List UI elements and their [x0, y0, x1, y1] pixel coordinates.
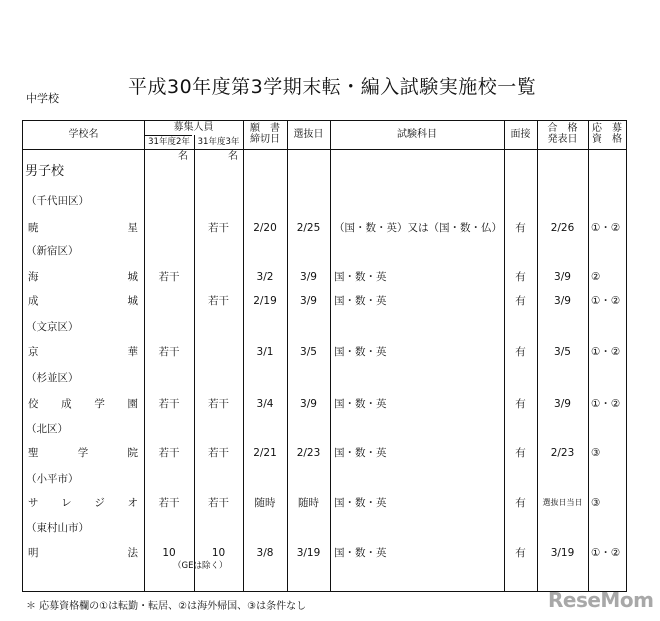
interview: 有: [515, 447, 526, 459]
selection-date: 3/5: [300, 346, 317, 358]
header-selection: 選抜日: [293, 129, 324, 140]
deadline: 2/21: [253, 447, 277, 459]
subjects: 国・数・英: [334, 447, 387, 459]
table-row: [23, 394, 626, 414]
capacity-y2: 若干: [158, 497, 180, 509]
area-row: [23, 419, 626, 439]
selection-date: 3/19: [296, 547, 321, 559]
header-qual-line1: 応 募: [592, 123, 622, 134]
area-label: （文京区）: [26, 321, 79, 333]
school-name: [28, 493, 138, 513]
header-interview: 面接: [510, 129, 531, 140]
school-name: [28, 267, 138, 287]
deadline: 2/19: [253, 295, 277, 307]
selection-date: 随時: [298, 497, 319, 509]
section-boys: 男子校: [25, 164, 65, 179]
capacity-y2: 若干: [158, 398, 180, 410]
interview: 有: [515, 547, 526, 559]
interview: 有: [515, 398, 526, 410]
area-row: [23, 518, 626, 538]
header-qual-line2: 資 格: [592, 134, 622, 145]
selection-date: 3/9: [300, 398, 317, 410]
school-name: [28, 291, 138, 311]
area-label: （千代田区）: [26, 195, 89, 207]
deadline: 3/2: [256, 271, 274, 283]
table-row: [23, 342, 626, 362]
school-name-char: ジ: [94, 497, 105, 509]
unit-y2: 名: [178, 151, 188, 162]
result-date: 選抜日当日: [542, 498, 583, 507]
table-row: [23, 291, 626, 311]
header-capacity: 募集人員: [173, 122, 214, 133]
capacity-y2: 若干: [158, 447, 180, 459]
area-label: （東村山市）: [26, 522, 89, 534]
school-name-char: オ: [127, 497, 138, 509]
school-name: [28, 543, 138, 563]
capacity-y3: 若干: [208, 295, 229, 307]
capacity-y3: 若干: [208, 447, 229, 459]
capacity-y2: 若干: [158, 346, 180, 358]
selection-date: 3/9: [300, 271, 317, 283]
school-name-char: 佼: [28, 398, 39, 410]
table-row: [23, 543, 626, 563]
header-cap-y3: 31年度3年: [197, 137, 240, 147]
result-date: 3/19: [550, 547, 575, 559]
header-school: 学校名: [68, 129, 99, 140]
result-date: 3/9: [554, 271, 571, 283]
result-date: 2/26: [550, 222, 575, 234]
school-name-char: 海: [28, 271, 39, 283]
interview: 有: [515, 346, 526, 358]
qualification: ③: [591, 447, 601, 459]
result-date: 2/23: [550, 447, 575, 459]
school-name-char: 暁: [28, 222, 39, 234]
qualification: ③: [591, 497, 601, 509]
area-label: （小平市）: [26, 473, 79, 485]
school-name-char: 学: [77, 447, 89, 459]
school-name-char: 聖: [28, 447, 39, 459]
selection-date: 2/25: [296, 222, 321, 234]
schools-table: [22, 120, 627, 592]
capacity-y3: 若干: [208, 398, 229, 410]
selection-date: 3/9: [300, 295, 317, 307]
deadline: 3/4: [256, 398, 274, 410]
selection-date: 2/23: [296, 447, 321, 459]
interview: 有: [515, 295, 526, 307]
table-row: [23, 267, 626, 287]
qualification: ①・②: [591, 398, 621, 410]
school-name-char: 星: [127, 222, 138, 234]
result-date: 3/5: [554, 346, 571, 358]
school-name: [28, 218, 138, 238]
header-result-line1: 合 格: [547, 123, 578, 134]
area-row: [23, 469, 626, 489]
deadline: 3/1: [256, 346, 274, 358]
note-ge: （GEは除く）: [173, 561, 228, 571]
area-label: （新宿区）: [26, 245, 79, 257]
subjects: 国・数・英: [334, 346, 387, 358]
header-result: [537, 123, 588, 145]
qualification: ①・②: [591, 295, 621, 307]
header-subjects: 試験科目: [397, 129, 437, 140]
table-row: [23, 493, 626, 513]
area-label: （北区）: [26, 423, 68, 435]
table-row: [23, 443, 626, 463]
subjects: 国・数・英: [334, 295, 387, 307]
subjects: 国・数・英: [334, 497, 387, 509]
header-deadline: [243, 123, 287, 145]
capacity-y3: 若干: [208, 497, 229, 509]
interview: 有: [515, 271, 526, 283]
deadline: 随時: [254, 497, 276, 509]
capacity-y3: 10: [211, 547, 226, 559]
footnote: ＊ 応募資格欄の①は転勤・転居、②は海外帰国、③は条件なし: [26, 601, 307, 612]
unit-y3: 名: [228, 151, 238, 162]
school-name-char: 明: [28, 547, 39, 559]
school-name-char: レ: [61, 497, 72, 509]
school-name-char: 学: [94, 398, 105, 410]
result-date: 3/9: [554, 398, 571, 410]
school-name: [28, 342, 138, 362]
table-row: [23, 218, 626, 238]
header-result-line2: 発表日: [547, 134, 578, 145]
area-label: （杉並区）: [26, 372, 79, 384]
deadline: 3/8: [256, 547, 274, 559]
interview: 有: [515, 222, 526, 234]
school-name: [28, 394, 138, 414]
school-level-label: 中学校: [26, 92, 59, 105]
school-name-char: 院: [127, 447, 138, 459]
page-title: 平成30年度第3学期末転・編入試験実施校一覧: [128, 76, 537, 98]
qualification: ②: [591, 271, 601, 283]
school-name-char: 城: [127, 295, 138, 307]
school-name-char: 城: [127, 271, 138, 283]
school-name-char: 園: [127, 398, 138, 410]
qualification: ①・②: [591, 222, 621, 234]
capacity-y2: 若干: [158, 271, 180, 283]
header-deadline-line1: 願 書: [250, 123, 280, 134]
header-cap-y2: 31年度2年: [148, 137, 190, 147]
school-name-char: 成: [28, 295, 39, 307]
area-row: [23, 317, 626, 337]
header-qual: [588, 123, 626, 145]
area-row: [23, 191, 626, 211]
subjects: （国・数・英）又は（国・数・仏）: [334, 222, 502, 234]
resemom-logo: ReseMom: [548, 588, 654, 612]
school-name-char: 法: [127, 547, 138, 559]
qualification: ①・②: [591, 547, 621, 559]
subjects: 国・数・英: [334, 271, 387, 283]
capacity-y2: 10: [162, 547, 176, 559]
subjects: 国・数・英: [334, 547, 387, 559]
school-name-char: 華: [127, 346, 138, 358]
capacity-y3: 若干: [208, 222, 229, 234]
school-name: [28, 443, 138, 463]
qualification: ①・②: [591, 346, 621, 358]
deadline: 2/20: [253, 222, 277, 234]
interview: 有: [515, 497, 526, 509]
school-name-char: サ: [28, 497, 39, 509]
school-name-char: 京: [28, 346, 39, 358]
area-row: [23, 368, 626, 388]
area-row: [23, 241, 626, 261]
result-date: 3/9: [554, 295, 571, 307]
school-name-char: 成: [61, 398, 72, 410]
subjects: 国・数・英: [334, 398, 387, 410]
header-deadline-line2: 締切日: [250, 134, 280, 145]
